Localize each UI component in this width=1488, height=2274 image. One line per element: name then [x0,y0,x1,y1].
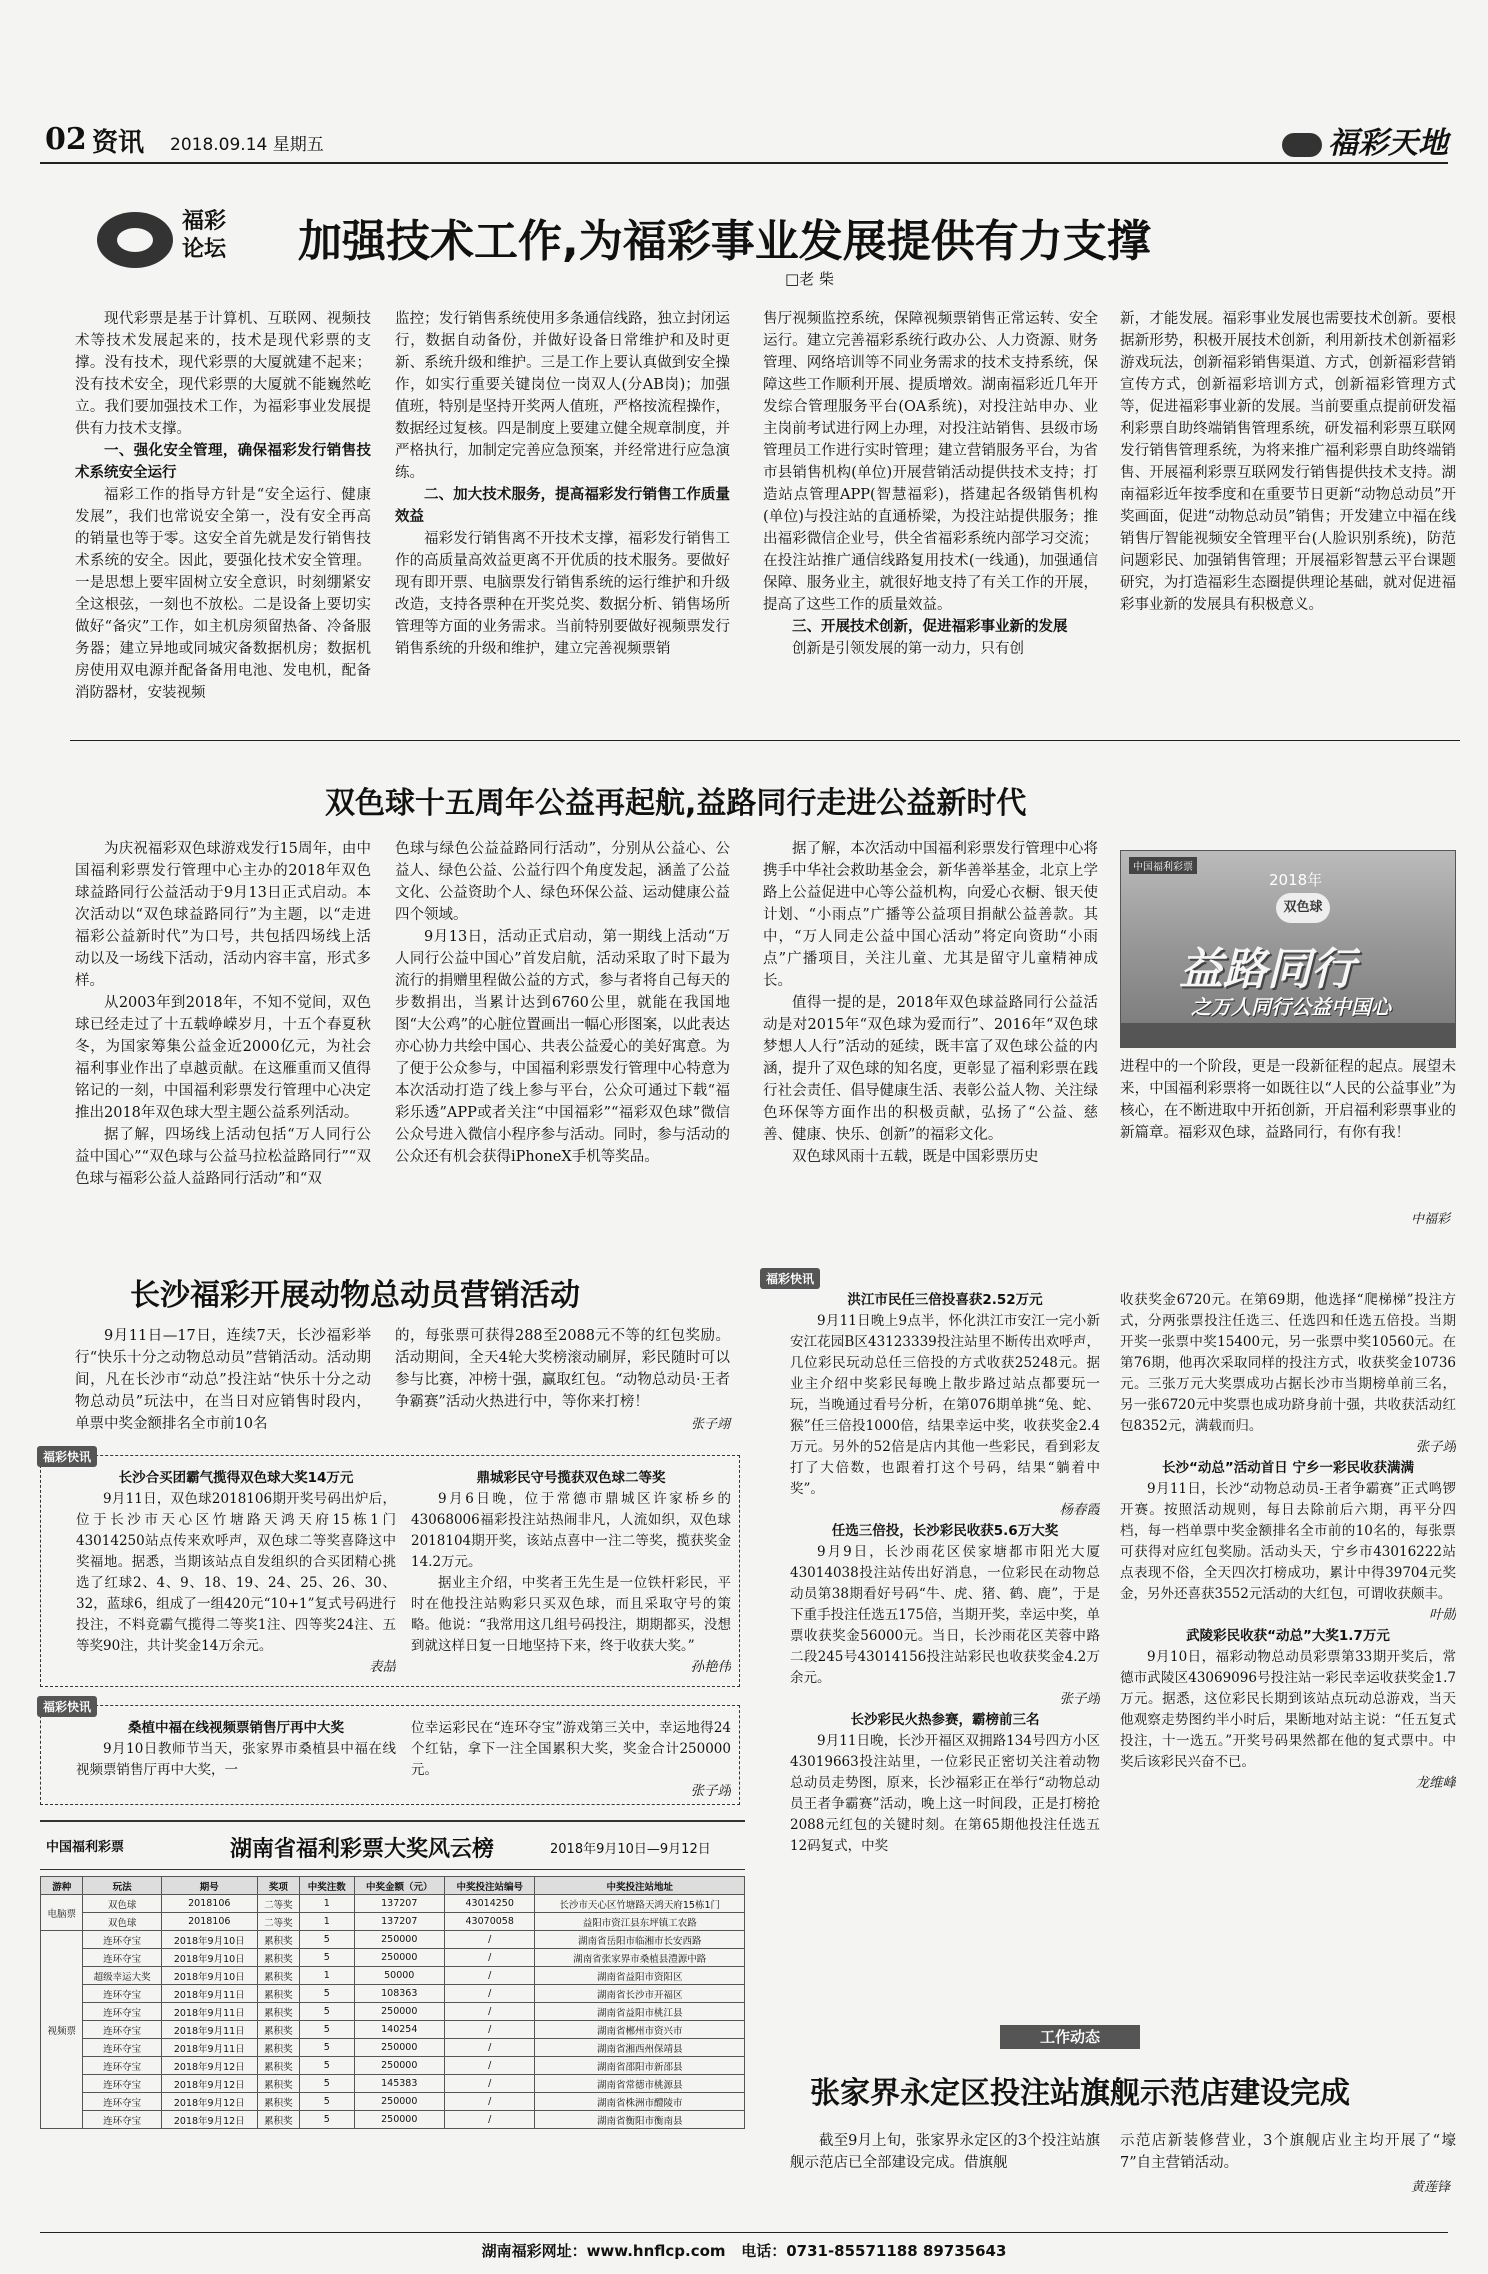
table-cell: 43014250 [444,1895,534,1913]
table-cell: 超级幸运大奖 [83,1967,161,1985]
article2-col4 [1120,1056,1456,1196]
ranking-group: 电脑票 [41,1895,83,1931]
table-cell: 累积奖 [257,2039,299,2057]
section-name: 资讯 [92,128,145,158]
article1-col1 [75,308,371,728]
ranking-col-header: 中奖注数 [300,1877,354,1895]
poster-badge: 中国福利彩票 [1129,857,1197,874]
table-cell: 湖南省郴州市资兴市 [535,2021,745,2039]
table-cell: 连环夺宝 [83,2093,161,2111]
table-cell: 连环夺宝 [83,2075,161,2093]
article1-col2 [395,308,730,728]
brief-right-body-1a: 9月6日晚，位于常德市鼎城区许家桥乡的43068006福彩投注站热闹非凡，人流如织，双色球2018104期开奖，该站点喜中一注二等奖，揽获奖金14.2万元。 [411,1491,731,1570]
table-cell: 累积奖 [257,1967,299,1985]
article1-title: 加强技术工作,为福彩事业发展提供有力支撑 [298,216,1151,267]
ranking-range: 2018年9月10日—9月12日 [550,1842,711,1857]
table-cell: 2018年9月11日 [161,2039,257,2057]
table-row [41,1967,745,1985]
table-cell: 5 [300,1949,354,1967]
brief-left-2 [76,1718,396,1802]
article2-col1 [75,838,371,1243]
brand-logo [1282,118,1448,162]
paragraph: 创新是引领发展的第一动力，只有创 [792,641,1024,657]
article4-tag: 工作动态 [1000,2025,1140,2049]
brief-left-title-1: 长沙合买团霸气揽得双色球大奖14万元 [118,1470,354,1486]
article3-col2-text: 的，每张票可获得288至2088元不等的红包奖励。活动期间，全天4轮大奖榜滚动刷屏，彩民随时可以参与比赛，冲榜十强，赢取红包。“动物总动员·王者争霸赛”活动火热进行中，等你来打榜！ [395,1328,730,1410]
table-cell: 湖南省岳阳市临湘市长安西路 [535,1931,745,1949]
table-cell: 湖南省衡阳市衡南县 [535,2111,745,2129]
table-cell: 益阳市资江县东坪镇工农路 [535,1913,745,1931]
table-row [41,1949,745,1967]
paragraph: 色球与绿色公益益路同行活动”，分别从公益心、公益人、绿色公益、公益行四个角度发起，涵盖了公益文化、公益资助个人、绿色环保公益、运动健康公益四个领域。 [395,841,730,923]
table-cell: 连环夺宝 [83,2021,161,2039]
ranking-body [41,1895,745,2129]
column-logo [90,200,240,280]
article2-col2 [395,838,730,1243]
table-cell: 累积奖 [257,2093,299,2111]
table-row [41,2021,745,2039]
table-cell: 累积奖 [257,2003,299,2021]
table-cell: / [444,2021,534,2039]
table-row [41,1913,745,1931]
brief-tag-3: 福彩快讯 [760,1268,820,1289]
table-cell: 连环夺宝 [83,2111,161,2129]
table-cell: 累积奖 [257,1985,299,2003]
table-cell: 5 [300,2111,354,2129]
paragraph: 双色球风雨十五载，既是中国彩票历史 [792,1149,1039,1165]
paragraph: 新，才能发展。福彩事业发展也需要技术创新。要根据新形势，积极开展技术创新，利用新技术创新福彩游戏玩法，创新福彩销售渠道、方式，创新福彩营销宣传方式，创新福彩培训方式，创新福彩管理方式等，促进福彩事业新的发展。当前要重点提前研发福利彩票自助终端销售管理系统，研发福利彩票互联网发行销售管理系统，为将来推广福利彩票自助终端销售、开展福利彩票互联网发行销售提供技术支持。湖南福彩近年按季度和在重要节日更新“动物总动员”开奖画面，促进“动物总动员”销售；开发建立中福在线销售厅智能视频安全管理平台(人脸识别系统)，防范问题彩民、加强销售管理；开展福彩智慧云平台课题研究，为打造福彩生态圈提供理论基础，就对促进福彩事业新的发展具有积极意义。 [1120,311,1456,613]
table-cell: 250000 [354,2111,444,2129]
paragraph: 现代彩票是基于计算机、互联网、视频技术等技术发展起来的，技术是现代彩票的支撑。没有技术，现代彩票的大厦就建不起来；没有技术安全，现代彩票的大厦就不能巍然屹立。我们要加强技术工作，为福彩事业发展提供有力技术支撑。 [75,311,371,437]
brief-tag-2: 福彩快讯 [37,1696,97,1717]
table-cell: 二等奖 [257,1913,299,1931]
brief-body: 9月10日，福彩动物总动员彩票第33期开奖后，常德市武陵区43069096号投注站一彩民幸运收获奖金1.7万元。据悉，这位彩民长期到该站点玩动总游戏，当天他观察走势图约半小时后，果断地对站主说：“任五复式投注，十一选五。”开奖号码果然都在他的复式票中。中奖后该彩民兴奋不已。 [1120,1649,1456,1770]
table-cell: 5 [300,2057,354,2075]
ranking-col-header: 奖项 [257,1877,299,1895]
article4-title: 张家界永定区投注站旗舰示范店建设完成 [810,2076,1350,2111]
article4-col1-text: 截至9月上旬，张家界永定区的3个投注站旗舰示范店已全部建设完成。借旗舰 [790,2133,1100,2171]
table-cell: 250000 [354,2093,444,2111]
paragraph: 为庆祝福彩双色球游戏发行15周年，由中国福利彩票发行管理中心主办的2018年双色球益路同行公益活动于9月13日正式启动。本次活动以“双色球益路同行”为主题，以“走进福彩公益新时代”为口号，共包括四场线上活动以及一场线下活动，活动内容丰富，形式多样。 [75,841,371,989]
brief-tag-1: 福彩快讯 [37,1446,97,1467]
campaign-poster [1120,850,1456,1048]
table-cell: / [444,2093,534,2111]
brief-body: 9月11日晚上9点半，怀化洪江市安江一完小新安江花园B区43123339投注站里不断传出欢呼声，几位彩民玩动总任三倍投的方式收获25248元。据业主介绍中奖彩民每晚上散步路过站点都要玩一玩，当晚通过看号分析，在第076期单挑“兔、蛇、猴”任三倍投1000倍，结果幸运中奖，收获奖金2.4万元。另外的52倍是店内其他一些彩民，看到彩友打了大倍数，也跟着打这个号码，结果“躺着中奖”。 [790,1313,1100,1497]
paragraph: 据了解，本次活动中国福利彩票发行管理中心将携手中华社会救助基金会，新华善举基金，北京上学路上公益促进中心等公益机构，向爱心衣橱、银天使计划、“小雨点”广播等公益项目捐献公益善款。其中，“万人同走公益中国心活动”将定向资助“小雨点”广播项目，关注儿童、尤其是留守儿童精神成长。 [763,841,1098,989]
table-cell: 累积奖 [257,2021,299,2039]
paragraph: 售厅视频监控系统，保障视频票销售正常运转、安全运行。建立完善福彩系统行政办公、人力资源、财务管理、网络培训等不同业务需求的技术支持系统，保障这些工作顺利开展、提质增效。湖南福彩近几年开发综合管理服务平台(OA系统)，对投注站申办、业主岗前考试进行网上办理，对投注站销售、县级市场管理员工作进行实时管理；建立营销服务平台，为省市县销售机构(单位)开展营销活动提供技术支持；打造站点管理APP(智慧福彩)，搭建起各级销售机构(单位)与投注站的直通桥梁，为投注站提供服务；推出福彩微信企业号，供全省福彩系统内部学习交流；在投注站推广通信线路复用技术(一线通)，加强通信保障、服务业主，就很好地支持了有关工作的开展，提高了这些工作的质量效益。 [763,311,1098,613]
table-cell: 2018年9月11日 [161,2003,257,2021]
table-cell: 140254 [354,2021,444,2039]
brief-title: 任选三倍投，长沙彩民收获5.6万大奖 [831,1523,1059,1539]
brief-right-title-1: 鼎城彩民守号揽获双色球二等奖 [476,1470,666,1486]
table-cell: 5 [300,1985,354,2003]
table-cell: 湖南省益阳市资阳区 [535,1967,745,1985]
table-cell: 50000 [354,1967,444,1985]
paragraph: 二、加大技术服务，提高福彩发行销售工作质量效益 [395,487,730,525]
table-row [41,1985,745,2003]
ranking-col-header: 中奖投注站地址 [535,1877,745,1895]
table-row [41,1931,745,1949]
table-cell: 5 [300,2003,354,2021]
table-cell: / [444,1931,534,1949]
table-cell: 湖南省湘西州保靖县 [535,2039,745,2057]
brief-right-author-1: 孙艳伟 [690,1659,731,1675]
table-cell: / [444,2075,534,2093]
brief-left-1 [76,1468,396,1683]
ranking-group: 视频票 [41,1931,83,2129]
ranking-head-row [41,1877,745,1895]
header-rule [40,162,1448,164]
table-cell: 2018年9月12日 [161,2075,257,2093]
article4-author: 黄莲锋 [1410,2180,1450,2195]
brief-body: 收获奖金6720元。在第69期，他选择“爬梯梯”投注方式，分两张票投注任选三、任选四和任选五倍投。当期开奖一张票中奖15400元，另一张票中奖10560元。在第76期，他再次采取同样的投注方式，收获奖金10736元。三张万元大奖票成功占据长沙市当期榜单前三名，另一张6720元中奖票也成功跻身前十强，共收获活动红包8352元，满载而归。 [1120,1292,1456,1434]
table-cell: / [444,1985,534,2003]
divider [70,740,1460,741]
ranking-col-header: 玩法 [83,1877,161,1895]
brief-right-1 [411,1468,731,1683]
table-cell: / [444,1967,534,1985]
ranking-table [40,1876,745,2129]
table-cell: 湖南省益阳市桃江县 [535,2003,745,2021]
table-cell: 二等奖 [257,1895,299,1913]
paragraph: 一、强化安全管理，确保福彩发行销售技术系统安全运行 [75,443,371,481]
brief-author: 龙维峰 [1415,1775,1456,1791]
table-cell: 145383 [354,2075,444,2093]
table-cell: 5 [300,2093,354,2111]
footer-tel: 电话：0731-85571188 89735643 [741,2242,1007,2260]
paragraph: 从2003年到2018年，不知不觉间，双色球已经走过了十五载峥嵘岁月，十五个春夏秋冬，为国家筹集公益金近2000亿元，为社会福利事业作出了卓越贡献。在这雁重而又值得铭记的一刻，中国福利彩票发行管理中心决定推出2018年双色球大型主题公益系列活动。 [75,995,371,1121]
table-cell: 累积奖 [257,1949,299,1967]
ranking-col-header: 期号 [161,1877,257,1895]
brief-body: 9月11日晚，长沙开福区双拥路134号四方小区43019663投注站里，一位彩民正密切关注着动物总动员走势图，原来，长沙福彩正在举行“动物总动员王者争霸赛”活动，晚上这一时间段，正是打榜抢2088元红包的关键时刻。在第65期他投注任选五12码复式，中奖 [790,1733,1100,1854]
brief-title: 长沙“动总”活动首日 宁乡一彩民收获满满 [1162,1460,1414,1476]
table-cell: 累积奖 [257,1931,299,1949]
paragraph: 福彩工作的指导方针是“安全运行、健康发展”，我们也常说安全第一，没有安全再高的销量也等于零。这安全首先就是发行销售技术系统的安全。因此，要强化技术安全管理。一是思想上要牢固树立安全意识，时刻绷紧安全这根弦，一刻也不放松。二是设备上要切实做好“备灾”工作，如主机房须留热备、冷备服务器；建立异地或同城灾备数据机房；数据机房使用双电源并配备备用电池、发电机，配备消防器材，安装视频 [75,487,371,701]
table-cell: 湖南省常德市桃源县 [535,2075,745,2093]
brief-author: 杨春霞 [1059,1502,1100,1518]
ranking-table-wrap [40,1876,745,2129]
brief-col-4 [1120,1290,1456,1990]
table-cell: 250000 [354,1949,444,1967]
poster-road [1121,1023,1456,1048]
brief-left-body-1: 9月11日，双色球2018106期开奖号码出炉后，位于长沙市天心区竹塘路天鸿天府15栋1门43014250站点传来欢呼声，双色球二等奖喜降这中奖福地。据悉，当期该站点自发组织的合买团精心挑选了红球2、4、9、18、19、24、25、26、30、32，蓝球6，组成了一组420元“10+1”复式号码进行投注，不料竟霸气揽得二等奖1注、四等奖24注、五等奖90注，共计奖金14万余元。 [76,1491,396,1654]
table-cell: 2018年9月12日 [161,2093,257,2111]
table-cell: 连环夺宝 [83,1949,161,1967]
article1-author: □老 柴 [785,270,834,288]
brief-title: 长沙彩民火热参赛，霸榜前三名 [850,1712,1040,1728]
table-cell: 2018年9月10日 [161,1949,257,1967]
table-cell: 长沙市天心区竹塘路天鸿天府15栋1门 [535,1895,745,1913]
ranking-panel [40,1820,745,2220]
brief-title: 洪江市民任三倍投喜获2.52万元 [847,1292,1043,1308]
table-cell: 2018年9月11日 [161,2021,257,2039]
table-cell: 双色球 [83,1913,161,1931]
table-cell: 湖南省株洲市醴陵市 [535,2093,745,2111]
table-cell: 5 [300,2075,354,2093]
poster-slogan: 益路同行 [1179,944,1355,995]
brief-right-body-2: 位幸运彩民在“连环夺宝”游戏第三关中，幸运地得24个红钻，拿下一注全国累积大奖，奖金合计250000元。 [411,1720,731,1778]
table-cell: 137207 [354,1913,444,1931]
table-cell: / [444,1949,534,1967]
table-cell: 2018年9月12日 [161,2111,257,2129]
article4-col1 [790,2130,1100,2200]
table-cell: 2018年9月12日 [161,2057,257,2075]
article2-author: 中福彩 [1410,1212,1450,1227]
table-cell: 湖南省长沙市开福区 [535,1985,745,2003]
ranking-header [40,1820,745,1870]
ranking-brand: 中国福利彩票 [46,1840,125,1855]
table-cell: 250000 [354,1931,444,1949]
ranking-title: 湖南省福利彩票大奖风云榜 [230,1837,495,1862]
footer [0,2240,1488,2261]
table-cell: 5 [300,2039,354,2057]
brief-right-body-1b: 据业主介绍，中奖者王先生是一位铁杆彩民，平时在他投注站购彩只买双色球，而且采取守号的策略。他说：“我常用这几组号码投注，期期都买，没想到就这样日复一日地坚持下来，终于收获大奖。” [411,1575,731,1654]
ranking-col-header: 游种 [41,1877,83,1895]
footer-rule [40,2232,1448,2233]
paragraph: 监控；发行销售系统使用多条通信线路，独立封闭运行，数据自动备份，并做好设备日常维护和及时更新、系统升级和维护。三是工作上要认真做到安全操作，如实行重要关键岗位一岗双人(分AB岗)；加强值班，特别是坚持开奖两人值班，严格按流程操作，数据经过复核。四是制度上要建立健全规章制度，并严格执行，加制定完善应急预案，并经常进行应急演练。 [395,311,730,481]
table-cell: 2018年9月10日 [161,1931,257,1949]
brief-right-author-2: 张子翊 [690,1783,731,1799]
table-cell: 累积奖 [257,2057,299,2075]
paragraph: 据了解，四场线上活动包括“万人同行公益中国心”“双色球与公益马拉松益路同行”“双色球与福彩公益人益路同行活动”和“双 [75,1127,371,1187]
article1-col4 [1120,308,1456,728]
poster-ball: 双色球 [1276,893,1330,923]
paragraph: 9月13日，活动正式启动，第一期线上活动“万人同行公益中国心”首发启航，活动采取了时下最为流行的捐赠里程做公益的方式，参与者将自己每天的步数捐出，当累计达到6760公里，就能在我国地图“大公鸡”的心脏位置画出一幅心形图案，以此表达亦心协力共绘中国心、共表公益爱心的美好寓意。为了便于公众参与，中国福利彩票发行管理中心特意为本次活动打造了线上参与平台，公众可通过下载“福彩乐透”APP或者关注“中国福彩”“福彩双色球”微信公众号进入微信小程序参与活动。同时，参与活动的公众还有机会获得iPhoneX手机等奖品。 [395,929,730,1165]
paragraph: 三、开展技术创新，促进福彩事业新的发展 [792,619,1068,635]
article3-col1 [75,1325,371,1435]
table-cell: 连环夺宝 [83,2003,161,2021]
article4-col2-text: 示范店新装修营业，3个旗舰店业主均开展了“壕7”自主营销活动。 [1120,2133,1456,2171]
article3-author: 张子翊 [690,1417,730,1432]
table-cell: 137207 [354,1895,444,1913]
table-cell: 湖南省邵阳市新邵县 [535,2057,745,2075]
article1-col3 [763,308,1098,728]
table-cell: 连环夺宝 [83,2057,161,2075]
page-number: 02 [45,122,87,157]
ranking-col-header: 中奖金额（元） [354,1877,444,1895]
table-cell: 2018106 [161,1913,257,1931]
footer-site: 湖南福彩网址：www.hnflcp.com [481,2242,726,2260]
brief-box-1 [40,1450,740,1687]
table-row [41,2093,745,2111]
brief-body: 9月11日，长沙“动物总动员-王者争霸赛”正式鸣锣开赛。按照活动规则，每日去除前后六期，再平分四档，每一档单票中奖金额排名全市前的10名的，每张票可获得对应红包奖励。活动头天，宁乡市43016222站点表现不俗，全天四次打榜成功，累计中得39704元奖金，另外还喜获3552元活动的大红包，可谓收获颇丰。 [1120,1481,1456,1602]
table-cell: 5 [300,2021,354,2039]
issue-date: 2018.09.14 星期五 [170,135,324,155]
table-cell: 湖南省张家界市桑植县澧源中路 [535,1949,745,1967]
table-row [41,1895,745,1913]
table-cell: 250000 [354,2039,444,2057]
poster-year: 2018年 [1269,871,1323,889]
table-cell: / [444,2003,534,2021]
column-tag: 福彩论坛 [182,209,227,262]
paragraph: 进程中的一个阶段，更是一段新征程的起点。展望未来，中国福利彩票将一如既往以“人民的公益事业”为核心，在不断进取中开拓创新，开启福利彩票事业的新篇章。福彩双色球，益路同行，有你有我！ [1120,1059,1456,1141]
table-cell: 连环夺宝 [83,1985,161,2003]
table-cell: 双色球 [83,1895,161,1913]
table-cell: 250000 [354,2003,444,2021]
table-cell: / [444,2057,534,2075]
table-cell: 108363 [354,1985,444,2003]
table-cell: 累积奖 [257,2075,299,2093]
ranking-col-header: 中奖投注站编号 [444,1877,534,1895]
brief-body: 9月9日，长沙雨花区侯家塘都市阳光大厦43014038投注站传出好消息，一位彩民在动物总动员第38期看好号码“牛、虎、猪、鹤、鹿”，于是下重手投注任选五175倍，当期开奖，幸运中奖，单票收获奖金56000元。当日，长沙雨花区芙蓉中路二段245号43014156投注站彩民也收获奖金4.2万余元。 [790,1544,1100,1686]
article2-col3 [763,838,1098,1243]
paragraph: 福彩发行销售离不开技术支撑，福彩发行销售工作的高质量高效益更离不开优质的技术服务。要做好现有即开票、电脑票发行销售系统的运行维护和升级改造，支持各票种在开奖兑奖、数据分析、销售场所管理等方面的业务需求。当前特别要做好视频票发行销售系统的升级和维护，建立完善视频票销 [395,531,730,657]
poster-subslogan: 之万人同行公益中国心 [1191,995,1391,1019]
table-row [41,2075,745,2093]
brand-name: 福彩天地 [1328,126,1448,161]
brand-mark-icon [1282,133,1322,157]
article3-title: 长沙福彩开展动物总动员营销活动 [130,1278,580,1313]
table-cell: / [444,2111,534,2129]
table-cell: 1 [300,1895,354,1913]
article2-title: 双色球十五周年公益再起航,益路同行走进公益新时代 [325,786,1027,821]
brief-author: 张子翊 [1415,1439,1456,1455]
brief-author: 叶勋 [1429,1607,1456,1623]
brief-left-author-1: 表喆 [369,1659,396,1675]
brief-left-body-2: 9月10日教师节当天，张家界市桑植县中福在线视频票销售厅再中大奖，一 [76,1741,396,1778]
table-cell: 连环夺宝 [83,1931,161,1949]
table-cell: 5 [300,1931,354,1949]
table-cell: 1 [300,1913,354,1931]
article3-col1-text: 9月11日—17日，连续7天，长沙福彩举行“快乐十分之动物总动员”营销活动。活动期间，凡在长沙市“动总”投注站“快乐十分之动物总动员”玩法中，在当日对应销售时段内，单票中奖金额排名全市前10名 [75,1328,371,1432]
brief-box-2 [40,1700,740,1805]
brief-title: 武陵彩民收获“动总”大奖1.7万元 [1186,1628,1390,1644]
table-cell: 43070058 [444,1913,534,1931]
table-cell: 1 [300,1967,354,1985]
table-cell: 2018106 [161,1895,257,1913]
brief-col-3 [790,1290,1100,1990]
brief-left-title-2: 桑植中福在线视频票销售厅再中大奖 [128,1720,344,1736]
table-cell: 2018年9月11日 [161,1985,257,2003]
table-cell: / [444,2039,534,2057]
brief-author: 张子翊 [1059,1691,1100,1707]
table-row [41,2111,745,2129]
paragraph: 值得一提的是，2018年双色球益路同行公益活动是对2015年“双色球为爱而行”、2016年“双色球梦想人人行”活动的延续，既丰富了双色球公益的内涵，提升了双色球的知名度，更彰显了福利彩票在践行社会责任、倡导健康生活、表彰公益人物、关注绿色环保等方面作出的积极贡献，弘扬了“公益、慈善、健康、快乐、创新”的福彩文化。 [763,995,1098,1143]
table-row [41,2057,745,2075]
table-cell: 250000 [354,2057,444,2075]
brief-right-2 [411,1718,731,1802]
table-cell: 累积奖 [257,2111,299,2129]
table-row [41,2039,745,2057]
table-cell: 连环夺宝 [83,2039,161,2057]
table-cell: 2018年9月10日 [161,1967,257,1985]
table-row [41,2003,745,2021]
